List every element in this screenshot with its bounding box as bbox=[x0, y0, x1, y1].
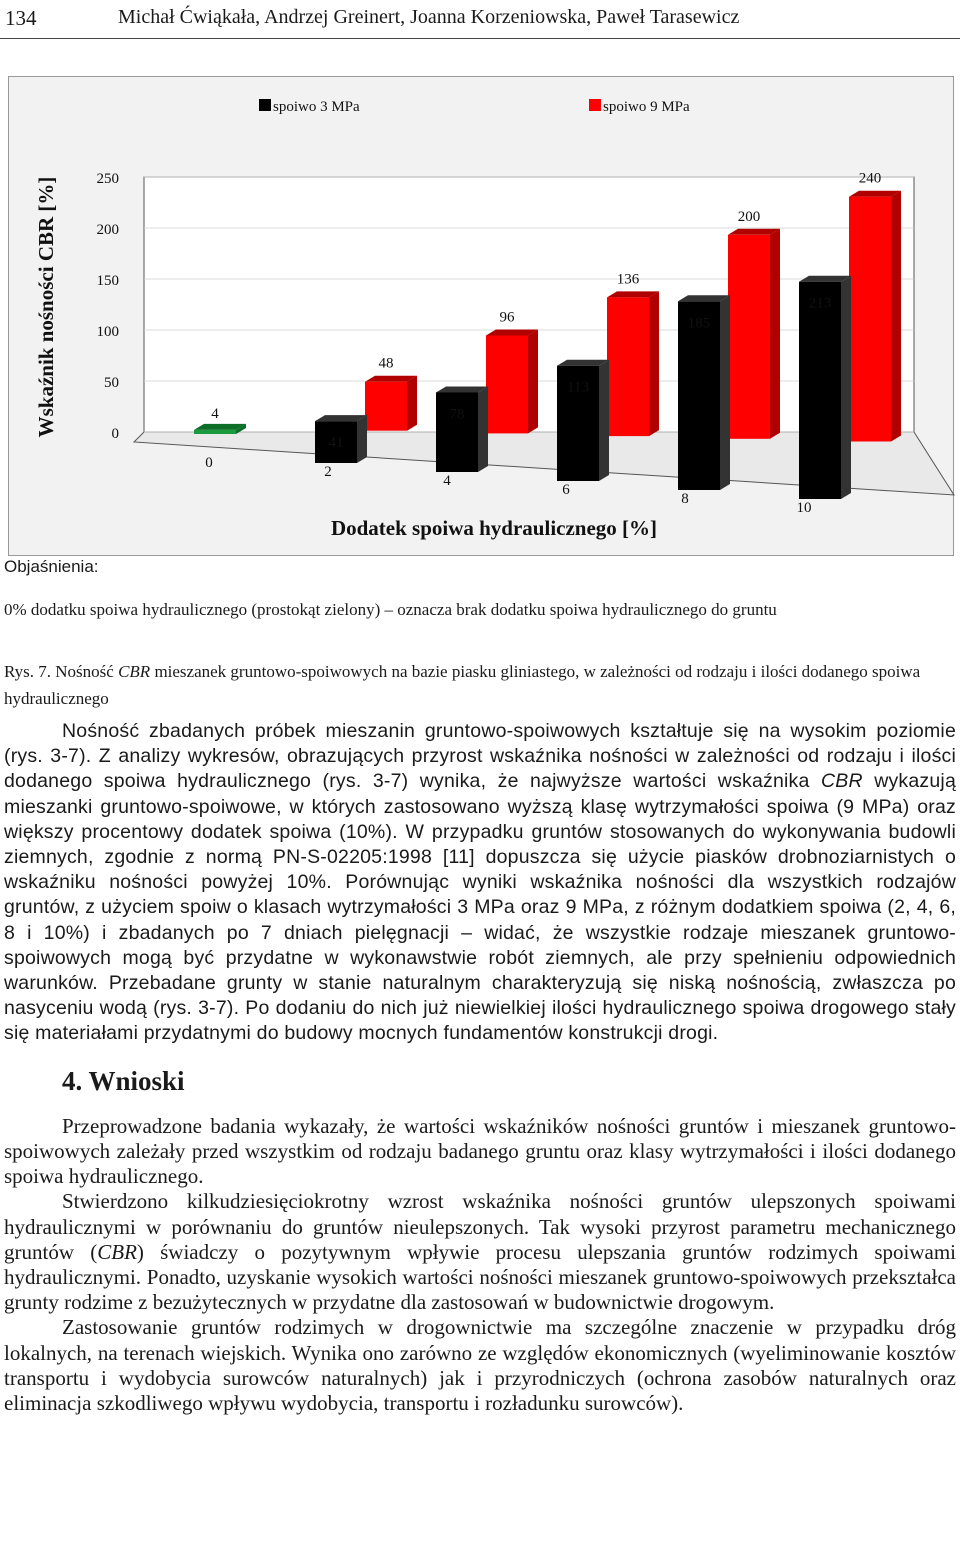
legend-heading: Objaśnienia: bbox=[4, 557, 99, 576]
y-tick-label: 150 bbox=[96, 273, 119, 289]
body-text bbox=[4, 719, 956, 1416]
bar-9mpa-value-label: 136 bbox=[616, 271, 640, 288]
paragraph-conclusion-3: Zastosowanie gruntów rodzimych w drogownictwie ma szczególne znaczenie w przypadku dróg lokalnych, na terenach wiejskich. Wynika ono zarówno ze względów ekonomicznych (wyeliminowanie kosztów transportu i wydobycia surowców naturalnych) jak i przyrodniczych (ochrona zasobów naturalnych oraz eliminacja szkodliwego wpływu wydobycia, transportu i rozładunku surowców). bbox=[4, 1315, 956, 1416]
bar-9mpa-value-label: 200 bbox=[737, 208, 761, 225]
paragraph-discussion bbox=[4, 719, 956, 1047]
bar-9mpa-value-label: 240 bbox=[858, 170, 882, 187]
bar-9mpa-value-label: 96 bbox=[499, 309, 515, 326]
bar-3mpa-value-label: 41 bbox=[328, 435, 344, 452]
x-tick-label: 6 bbox=[562, 482, 570, 498]
page-header bbox=[0, 0, 960, 40]
legend-entry: spoiwo 9 MPa bbox=[603, 99, 690, 115]
x-tick-label: 2 bbox=[324, 464, 332, 480]
p1-end: wykazują mieszanki gruntowo-spoiwowe, w których zastosowano wyższą klasę wytrzymałości spoiwa (9 MPa) oraz większy procentowy dodatek spoiwa (10%). W przypadku gruntów stosowanych do wykonywania budowli ziemnych, zgodnie z normą PN-S-02205:1998 [11] dopuszcza się użycie piasków drobnoziarnistych o wskaźniku nośności powyżej 10%. Porównując wyniki wskaźnika nośności dla wszystkich rodzajów gruntów, z użyciem spoiw o klasach wytrzymałości 3 MPa oraz 9 MPa, z różnym dodatkiem spoiwa (2, 4, 6, 8 i 10%) i zbadanych po 7 dniach pielęgnacji – widać, że wszystkie rodzaje mieszanek gruntowo-spoiwowych mogą być przydatne w wykonawstwie robót ziemnych, ale przy spełnieniu odpowiednich warunków. Przebadane grunty w stanie naturalnym charakteryzują się niską nośnością, zwłaszcza po nasyceniu wodą (rys. 3-7). Po dodaniu do nich już niewielkiej ilości hydraulicznego spoiwa drogowego stały się materiałami przydatnymi do budowy mocnych fundamentów konstrukcji drogi. bbox=[4, 770, 956, 1045]
section-heading: 4. Wnioski bbox=[62, 1065, 185, 1096]
y-tick-label: 250 bbox=[96, 171, 119, 187]
legend-swatch bbox=[589, 99, 601, 111]
header-rule bbox=[0, 38, 960, 39]
p1-cbr: CBR bbox=[820, 770, 863, 793]
bar-3mpa bbox=[436, 392, 478, 472]
bar-3mpa-side bbox=[720, 295, 730, 490]
caption-cbr: CBR bbox=[118, 662, 151, 681]
caption-prefix: Rys. 7. Nośność bbox=[4, 662, 119, 681]
bar-3mpa-value-label: 113 bbox=[567, 379, 589, 396]
bar-9mpa bbox=[607, 297, 649, 436]
caption-suffix: mieszanek gruntowo-spoiwowych na bazie piasku gliniastego, w zależności od rodzaju i ilości dodanego spoiwa hydraulicznego bbox=[4, 662, 921, 708]
bar-3mpa-side bbox=[599, 360, 609, 481]
bar-9mpa-side bbox=[528, 329, 538, 433]
p3-end: ) świadczy o pozytywnym wpływie procesu ulepszania gruntów rodzimych spoiwami hydraulicznymi. Ponadto, uzyskanie wysokich wartości nośności mieszanek gruntowo-spoiwowych przekształca grunty rodzime z bezużytecznych w przydatne dla zastosowań w budownictwie drogowym. bbox=[4, 1239, 956, 1315]
bar-9mpa bbox=[728, 235, 770, 439]
paragraph-conclusion-2 bbox=[4, 1189, 956, 1315]
bar-3mpa-side bbox=[478, 386, 488, 472]
bar-9mpa-value-label: 48 bbox=[378, 355, 394, 372]
bar-3mpa-side bbox=[841, 276, 851, 499]
figure-caption bbox=[4, 658, 954, 712]
bar-baseline bbox=[194, 430, 236, 434]
bar-9mpa bbox=[486, 335, 528, 433]
y-tick-label: 200 bbox=[96, 222, 119, 238]
bar-baseline-value-label: 4 bbox=[211, 405, 219, 422]
legend-entry: spoiwo 3 MPa bbox=[273, 99, 360, 115]
x-tick-label: 8 bbox=[681, 491, 689, 507]
p3-cbr: CBR bbox=[97, 1239, 137, 1264]
bar-9mpa-side bbox=[407, 376, 417, 431]
bar-3mpa-value-label: 78 bbox=[449, 406, 465, 423]
bar-9mpa-side bbox=[891, 191, 901, 442]
chart-canvas bbox=[9, 77, 955, 557]
legend-swatch bbox=[259, 99, 271, 111]
page-number: 134 bbox=[5, 6, 37, 30]
bar-9mpa-side bbox=[770, 229, 780, 439]
bar-3mpa-value-label: 185 bbox=[687, 315, 711, 332]
p3-start: Stwierdzono kilkudziesięciokrotny wzrost wskaźnika nośności gruntów ulepszonych spoiwami hydraulicznymi w porównaniu do gruntów nieulepszonych. Tak wysoki przyrost parametru mechanicznego gruntów ( bbox=[4, 1189, 956, 1264]
x-tick-label: 0 bbox=[205, 455, 213, 471]
bar-9mpa-side bbox=[649, 291, 659, 436]
bar-3mpa-side bbox=[357, 415, 367, 463]
running-head-authors: Michał Ćwiąkała, Andrzej Greinert, Joanna Korzeniowska, Paweł Tarasewicz bbox=[118, 6, 740, 28]
bar-3mpa bbox=[799, 282, 841, 499]
bar-3mpa-value-label: 213 bbox=[808, 295, 832, 312]
x-tick-label: 10 bbox=[796, 500, 812, 516]
y-axis-title: Wskaźnik nośności CBR [%] bbox=[34, 176, 58, 438]
chart-legend bbox=[259, 99, 690, 115]
bar-9mpa bbox=[849, 197, 891, 442]
y-tick-label: 50 bbox=[104, 375, 119, 391]
paragraph-conclusion-1: Przeprowadzone badania wykazały, że wartości wskaźników nośności gruntów i mieszanek gruntowo-spoiwowych zależały przed wszystkim od rodzaju badanego gruntu oraz klasy wytrzymałości i ilości dodanego spoiwa hydraulicznego. bbox=[4, 1113, 956, 1189]
bar-9mpa bbox=[365, 382, 407, 431]
cbr-chart bbox=[8, 76, 954, 556]
y-tick-label: 0 bbox=[111, 426, 119, 442]
y-tick-label: 100 bbox=[96, 324, 119, 340]
x-tick-label: 4 bbox=[443, 473, 451, 489]
x-axis-title: Dodatek spoiwa hydraulicznego [%] bbox=[330, 516, 658, 540]
p1-start: Nośność zbadanych próbek mieszanin gruntowo-spoiwowych kształtuje się na wysokim poziomie (rys. 3-7). Z analizy wykresów, obrazujących przyrost wskaźnika nośności w zależności od rodzaju i ilości dodanego spoiwa hydraulicznego (rys. 3-7) wynika, że najwyższe wartości wskaźnika bbox=[4, 720, 956, 793]
figure-note: 0% dodatku spoiwa hydraulicznego (prostokąt zielony) – oznacza brak dodatku spoiwa hydraulicznego do gruntu bbox=[4, 600, 777, 619]
